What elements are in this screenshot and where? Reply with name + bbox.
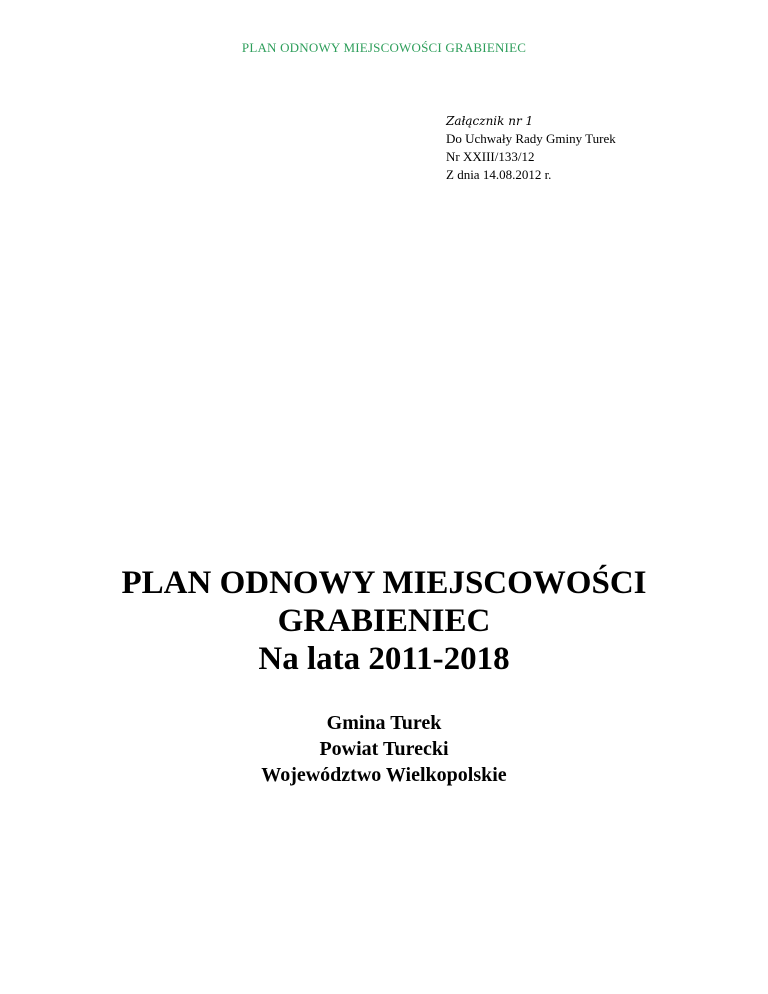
annex-block (446, 112, 746, 184)
location-block (0, 710, 768, 788)
voivodeship: Województwo Wielkopolskie (261, 764, 507, 786)
annex-number-line: Nr XXIII/133/12 (446, 149, 535, 164)
county: Powiat Turecki (319, 738, 449, 760)
annex-date-line: Z dnia 14.08.2012 r. (446, 167, 552, 182)
title-line-2: GRABIENIEC (277, 603, 491, 639)
title-line-3: Na lata 2011-2018 (258, 641, 510, 677)
title-line-1: PLAN ODNOWY MIEJSCOWOŚCI (121, 565, 647, 601)
municipality: Gmina Turek (326, 712, 442, 734)
document-title (0, 564, 768, 678)
annex-resolution-line: Do Uchwały Rady Gminy Turek (446, 131, 616, 146)
running-header: PLAN ODNOWY MIEJSCOWOŚCI GRABIENIEC (241, 40, 527, 55)
annex-title: Załącznik nr 1 (446, 114, 534, 128)
